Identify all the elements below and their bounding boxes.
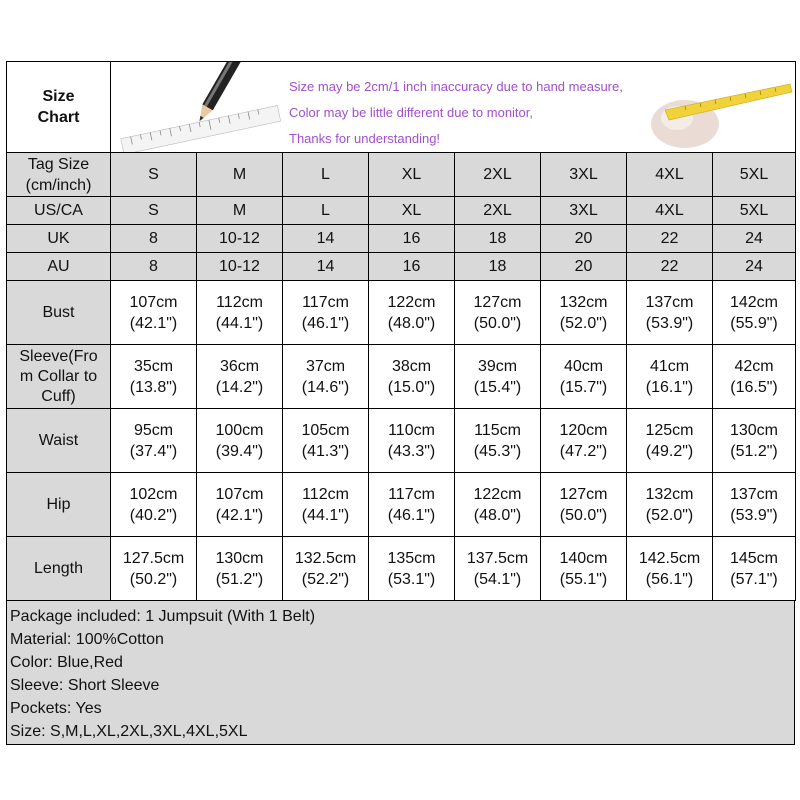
- size-header-3xl: 3XL: [541, 153, 627, 197]
- cm-value: 107cm: [129, 293, 178, 311]
- inch-value: (43.3"): [387, 442, 436, 460]
- info-line: Sleeve: Short Sleeve: [10, 677, 160, 694]
- cell-value: 16: [369, 253, 455, 281]
- cell-value: [111, 537, 197, 601]
- cell-value: [197, 537, 283, 601]
- cell-value: [713, 473, 796, 537]
- tag-size-row: [7, 153, 796, 197]
- inch-value: (46.1"): [387, 506, 436, 524]
- row-label: [7, 345, 111, 409]
- cell-value: [283, 537, 369, 601]
- cm-value: 145cm: [729, 549, 779, 567]
- tag-size-label: [7, 153, 111, 197]
- inch-value: (46.1"): [301, 314, 350, 332]
- cell-value: 14: [283, 253, 369, 281]
- note-accuracy: Size may be 2cm/1 inch inaccuracy due to hand measure,: [289, 79, 623, 94]
- title-line-2: Chart: [37, 109, 80, 126]
- row-label-line: Sleeve(Fro: [19, 347, 98, 365]
- inch-value: (52.0"): [645, 506, 694, 524]
- cm-value: 41cm: [649, 357, 690, 375]
- inch-value: (50.2"): [129, 570, 178, 588]
- cell-value: 3XL: [541, 197, 627, 225]
- note-thanks: Thanks for understanding!: [289, 131, 441, 146]
- cell-value: [541, 409, 627, 473]
- cell-value: M: [197, 197, 283, 225]
- size-header-5xl: 5XL: [713, 153, 796, 197]
- cm-value: 117cm: [302, 293, 349, 311]
- cm-value: 127.5cm: [122, 549, 185, 567]
- inch-value: (14.6"): [301, 378, 350, 396]
- inch-value: (57.1"): [730, 570, 778, 588]
- cell-value: [111, 473, 197, 537]
- size-table: [6, 61, 796, 601]
- inch-value: (52.2"): [301, 570, 350, 588]
- cell-value: [627, 345, 713, 409]
- inch-value: (15.4"): [473, 378, 522, 396]
- cell-value: [283, 345, 369, 409]
- measuring-tape-icon: [625, 62, 795, 152]
- cell-value: [541, 537, 627, 601]
- info-line: Color: Blue,Red: [10, 654, 123, 671]
- cm-value: 142.5cm: [638, 549, 701, 567]
- cell-value: 14: [283, 225, 369, 253]
- cm-value: 122cm: [387, 293, 436, 311]
- note-color: Color may be little different due to monitor,: [289, 105, 533, 120]
- cm-value: 107cm: [215, 485, 264, 503]
- cm-value: 137cm: [729, 485, 779, 503]
- cell-value: [627, 409, 713, 473]
- cell-value: [283, 281, 369, 345]
- size-chart-sheet: [6, 61, 795, 745]
- inch-value: (39.4"): [215, 442, 264, 460]
- cell-value: [713, 345, 796, 409]
- cell-value: 24: [713, 253, 796, 281]
- cell-value: [283, 473, 369, 537]
- cell-value: 20: [541, 225, 627, 253]
- cell-value: [713, 409, 796, 473]
- cell-value: [283, 409, 369, 473]
- cell-value: 8: [111, 225, 197, 253]
- inch-value: (49.2"): [645, 442, 694, 460]
- info-line: Pockets: Yes: [10, 700, 102, 717]
- cell-value: [455, 537, 541, 601]
- cell-value: [713, 281, 796, 345]
- size-header-m: M: [197, 153, 283, 197]
- cm-value: 132cm: [559, 293, 608, 311]
- cm-value: 40cm: [563, 357, 604, 375]
- cm-value: 132cm: [645, 485, 694, 503]
- cell-value: 8: [111, 253, 197, 281]
- inch-value: (47.2"): [559, 442, 608, 460]
- size-header-xl: XL: [369, 153, 455, 197]
- cm-value: 142cm: [729, 293, 779, 311]
- row-hip: [7, 473, 796, 537]
- cm-value: 140cm: [559, 549, 608, 567]
- cell-value: S: [111, 197, 197, 225]
- cm-value: 39cm: [477, 357, 518, 375]
- cell-value: 24: [713, 225, 796, 253]
- cell-value: [713, 537, 796, 601]
- pencil-ruler-icon: [111, 62, 281, 152]
- cell-value: [541, 473, 627, 537]
- cell-value: 20: [541, 253, 627, 281]
- cell-value: [455, 345, 541, 409]
- inch-value: (15.7"): [559, 378, 608, 396]
- cm-value: 112cm: [302, 485, 349, 503]
- cell-value: [369, 345, 455, 409]
- cm-value: 95cm: [133, 421, 174, 439]
- cm-value: 117cm: [388, 485, 435, 503]
- info-line: Package included: 1 Jumpsuit (With 1 Belt): [10, 608, 316, 625]
- inch-value: (53.1"): [387, 570, 436, 588]
- inch-value: (54.1"): [473, 570, 522, 588]
- cell-value: 18: [455, 225, 541, 253]
- inch-value: (40.2"): [129, 506, 178, 524]
- inch-value: (16.1"): [645, 378, 694, 396]
- cm-value: 130cm: [215, 549, 264, 567]
- row-label: AU: [7, 253, 111, 281]
- inch-value: (44.1"): [301, 506, 350, 524]
- inch-value: (53.9"): [730, 506, 778, 524]
- info-line: Material: 100%Cotton: [10, 631, 164, 648]
- cell-value: [541, 281, 627, 345]
- cell-value: [627, 537, 713, 601]
- inch-value: (13.8"): [129, 378, 178, 396]
- inch-value: (51.2"): [730, 442, 778, 460]
- tag-size-line-1: Tag Size: [27, 155, 90, 173]
- tag-size-line-2: (cm/inch): [25, 176, 92, 194]
- cell-value: [369, 409, 455, 473]
- cm-value: 37cm: [305, 357, 346, 375]
- cell-value: [369, 537, 455, 601]
- notes-text: [289, 74, 623, 152]
- cm-value: 127cm: [559, 485, 608, 503]
- cell-value: [627, 281, 713, 345]
- cell-value: [369, 281, 455, 345]
- inch-value: (16.5"): [730, 378, 778, 396]
- size-chart-title: [7, 62, 111, 153]
- header-row: [7, 62, 796, 153]
- cell-value: [455, 409, 541, 473]
- cm-value: 130cm: [729, 421, 779, 439]
- size-header-s: S: [111, 153, 197, 197]
- cell-value: 16: [369, 225, 455, 253]
- cell-value: [197, 409, 283, 473]
- cm-value: 38cm: [391, 357, 432, 375]
- inch-value: (53.9"): [645, 314, 694, 332]
- inch-value: (14.2"): [215, 378, 264, 396]
- cm-value: 135cm: [387, 549, 436, 567]
- inch-value: (15.0"): [387, 378, 436, 396]
- cell-value: 22: [627, 253, 713, 281]
- inch-value: (42.1"): [129, 314, 178, 332]
- row-label-line: Cuff): [41, 387, 76, 405]
- cell-value: XL: [369, 197, 455, 225]
- title-line-1: Size: [42, 88, 75, 105]
- row-label: Waist: [7, 409, 111, 473]
- cm-value: 35cm: [133, 357, 174, 375]
- info-line: Size: S,M,L,XL,2XL,3XL,4XL,5XL: [10, 723, 248, 740]
- cell-value: [111, 345, 197, 409]
- cm-value: 137cm: [645, 293, 694, 311]
- cm-value: 100cm: [215, 421, 264, 439]
- inch-value: (44.1"): [215, 314, 264, 332]
- product-info: [7, 600, 794, 744]
- cell-value: 22: [627, 225, 713, 253]
- cm-value: 115cm: [474, 421, 521, 439]
- row-label: Bust: [7, 281, 111, 345]
- cm-value: 122cm: [473, 485, 522, 503]
- inch-value: (56.1"): [645, 570, 694, 588]
- cm-value: 125cm: [645, 421, 694, 439]
- cell-value: [455, 473, 541, 537]
- size-header-l: L: [283, 153, 369, 197]
- row-us-ca: [7, 197, 796, 225]
- cm-value: 102cm: [129, 485, 178, 503]
- inch-value: (52.0"): [559, 314, 608, 332]
- cm-value: 137.5cm: [466, 549, 529, 567]
- cell-value: 10-12: [197, 253, 283, 281]
- inch-value: (45.3"): [473, 442, 522, 460]
- row-bust: [7, 281, 796, 345]
- row-uk: [7, 225, 796, 253]
- size-header-2xl: 2XL: [455, 153, 541, 197]
- row-length: [7, 537, 796, 601]
- cm-value: 127cm: [473, 293, 522, 311]
- cell-value: [111, 281, 197, 345]
- size-header-4xl: 4XL: [627, 153, 713, 197]
- cell-value: [197, 345, 283, 409]
- inch-value: (48.0"): [387, 314, 436, 332]
- row-waist: [7, 409, 796, 473]
- cell-value: [369, 473, 455, 537]
- cm-value: 120cm: [559, 421, 608, 439]
- row-label: UK: [7, 225, 111, 253]
- row-label: US/CA: [7, 197, 111, 225]
- row-label: Length: [7, 537, 111, 601]
- notes-banner: [111, 62, 796, 153]
- inch-value: (50.0"): [473, 314, 522, 332]
- row-label: Hip: [7, 473, 111, 537]
- cell-value: [455, 281, 541, 345]
- cell-value: [541, 345, 627, 409]
- inch-value: (51.2"): [215, 570, 264, 588]
- cm-value: 132.5cm: [294, 549, 357, 567]
- cell-value: 18: [455, 253, 541, 281]
- inch-value: (50.0"): [559, 506, 608, 524]
- cell-value: L: [283, 197, 369, 225]
- row-au: [7, 253, 796, 281]
- cm-value: 110cm: [388, 421, 435, 439]
- cm-value: 112cm: [216, 293, 263, 311]
- cell-value: [197, 281, 283, 345]
- cell-value: [197, 473, 283, 537]
- cell-value: [627, 473, 713, 537]
- cell-value: 4XL: [627, 197, 713, 225]
- cell-value: [111, 409, 197, 473]
- inch-value: (37.4"): [129, 442, 178, 460]
- cell-value: 10-12: [197, 225, 283, 253]
- inch-value: (42.1"): [215, 506, 264, 524]
- cm-value: 36cm: [219, 357, 260, 375]
- cm-value: 42cm: [734, 357, 774, 375]
- cell-value: 5XL: [713, 197, 796, 225]
- cm-value: 105cm: [301, 421, 350, 439]
- inch-value: (55.9"): [730, 314, 778, 332]
- cell-value: 2XL: [455, 197, 541, 225]
- row-label-line: m Collar to: [19, 367, 98, 385]
- inch-value: (41.3"): [301, 442, 350, 460]
- inch-value: (48.0"): [473, 506, 522, 524]
- row-sleeve-from-collar-to-cuff: [7, 345, 796, 409]
- inch-value: (55.1"): [559, 570, 608, 588]
